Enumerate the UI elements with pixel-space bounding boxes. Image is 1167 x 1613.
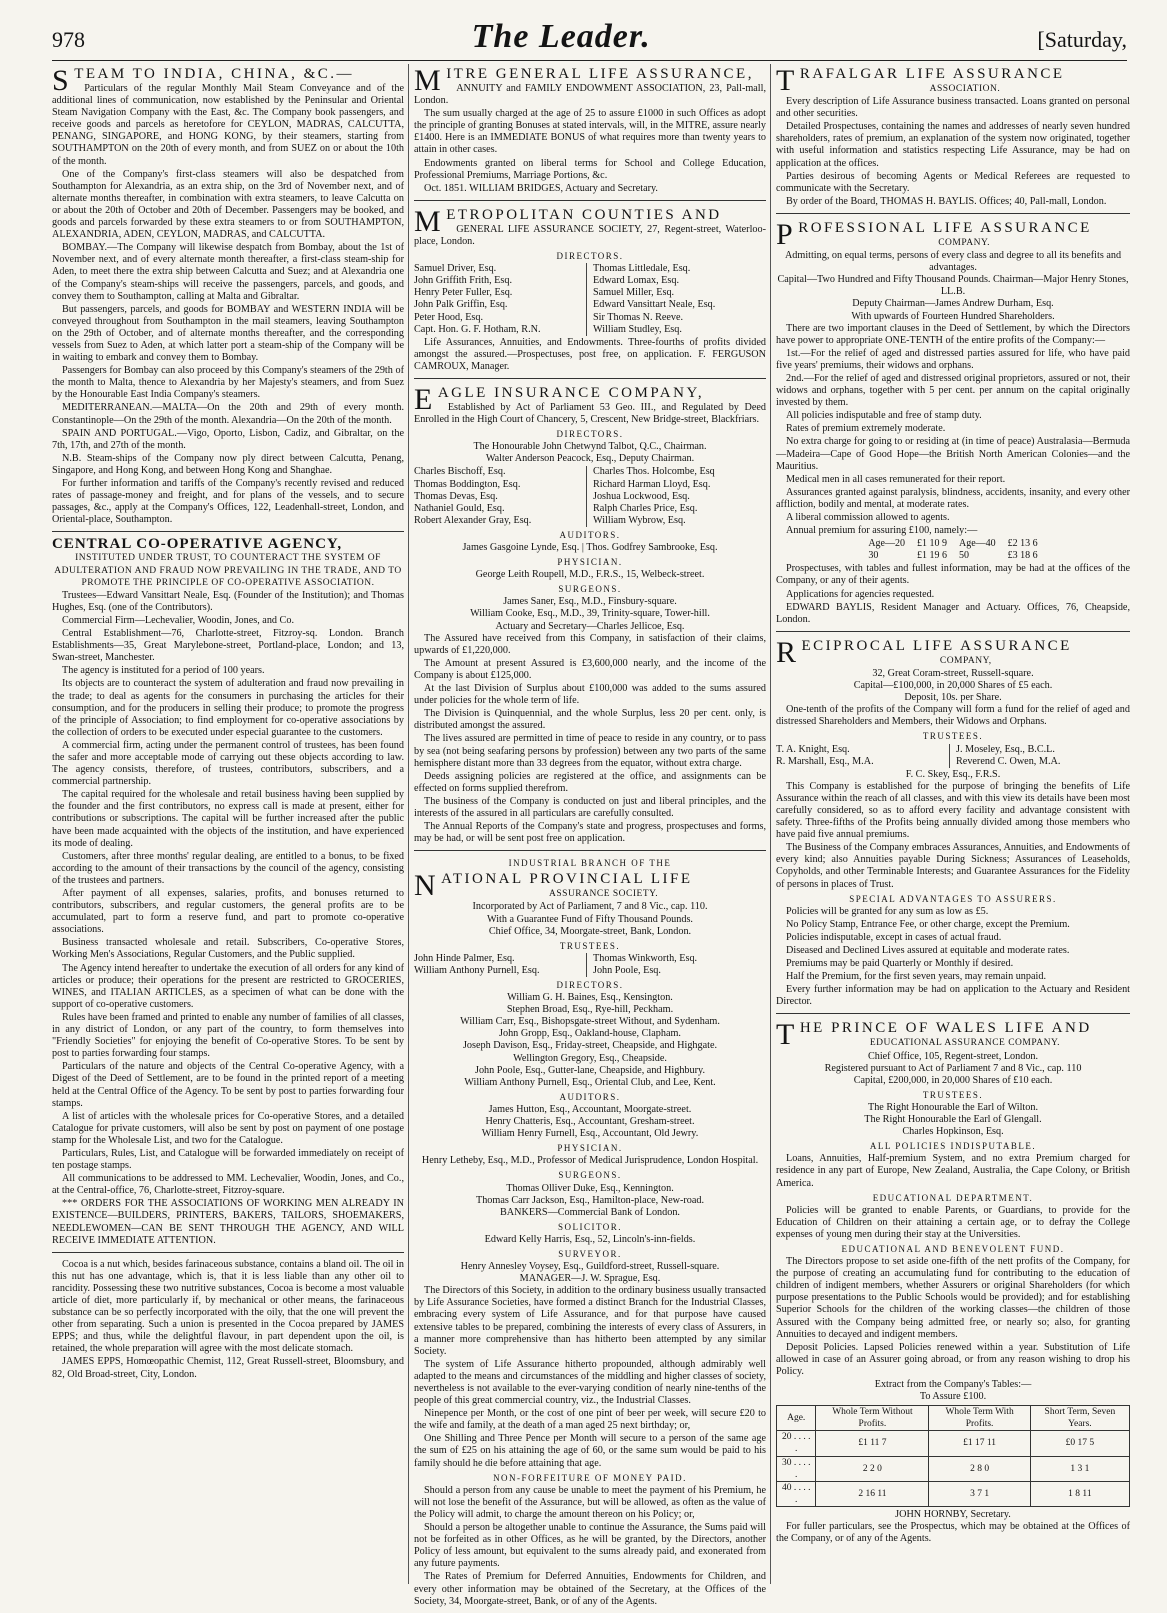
text-line: Capital—Two Hundred and Fifty Thousand Pounds. Chairman—Major Henry Stones, LL.B. <box>777 274 1129 298</box>
text-line: Capt. Hon. G. F. Hotham, R.N. <box>414 324 587 336</box>
advert-subheading: COMPANY. <box>938 237 990 248</box>
text-line: Thomas Carr Jackson, Esq., Hamilton-place, New-road. <box>475 1194 705 1206</box>
advert-intro <box>776 1051 1130 1087</box>
column-rule <box>408 64 409 1584</box>
advert-heading: TRAFALGAR LIFE ASSURANCE <box>776 64 1065 97</box>
text-line: Particulars of the regular Monthly Mail Steam Conveyance and of the additional lines of communication, now established by the Peninsular and Oriental Steam Navigation Company with the East, &c. The Company book passengers, and receive goods and parcels as heretofore for CEYLON, MADRAS, CALCUTTA, PENANG, SINGAPORE, and HONG KONG, by their steamers, starting from SOUTHAMPTON on the 20th of every month, and from SUEZ on or about the 10th of the month. <box>52 83 404 167</box>
text-line: Edward Lomax, Esq. <box>593 275 680 287</box>
text-line: Edward Vansittart Neale, Esq. <box>593 299 716 311</box>
column-header: Whole Term With Profits. <box>929 1406 1030 1431</box>
advert-subheading: ASSURANCE SOCIETY. <box>549 889 659 900</box>
text-line: The Assured have received from this Company, in satisfaction of their claims, upwards of £1,220,000. <box>414 632 766 656</box>
text-line: The Amount at present Assured is £3,600,000 nearly, and the income of the Company is about £125,000. <box>414 657 766 681</box>
prince-of-wales-advert <box>776 1020 1130 1550</box>
rate-cell: £1 19 6 <box>917 550 947 562</box>
advert-subheading: COMPANY, <box>939 655 992 666</box>
directors-list <box>414 466 766 526</box>
text-line: Should a person from any cause be unable to meet the payment of his Premium, he will not lose the benefit of the Assurance, but will be allowed, as often as the value of the Policy will admit, to charge the amount thereon on his Policy; or, <box>414 1484 766 1520</box>
advert-subheading: EDUCATIONAL ASSURANCE COMPANY. <box>869 1038 1060 1049</box>
text-line: Charles Hopkinson, Esq. <box>902 1126 1004 1138</box>
table-cell: 2 8 0 <box>929 1456 1030 1481</box>
advert-body <box>776 323 1130 538</box>
column-rule <box>770 64 771 1584</box>
text-line: Samuel Miller, Esq. <box>593 287 675 299</box>
section-label: SURGEONS. <box>558 1170 622 1181</box>
text-line: Endowments granted on liberal terms for School and College Education, Professional Premiums, Marriage Portions, &c. <box>414 157 766 181</box>
advert-intro <box>414 901 766 937</box>
table-row <box>777 1481 1130 1506</box>
text-line: James Saner, Esq., M.D., Finsbury-square. <box>503 596 677 608</box>
section-label: TRUSTEES. <box>559 940 621 951</box>
section-label: DIRECTORS. <box>556 429 624 440</box>
text-line: Passengers for Bombay can also proceed by this Company's steamers of the 29th of the month to Malta, thence to Alexandria by her Majesty's steamers, and from Suez by the Honourable East India Company's steamers. <box>52 365 404 401</box>
auditors: James Gasgoine Lynde, Esq. | Thos. Godfrey Sambrooke, Esq. <box>462 542 718 553</box>
text-line: J. Moseley, Esq., B.C.L. <box>956 743 1055 755</box>
text-line: No Policy Stamp, Entrance Fee, or other charge, except the Premium. <box>786 918 1070 930</box>
text-line: BOMBAY.—The Company will likewise despatch from Bombay, about the 1st of November next, and of every alternate month thereafter, a first-class steam-ship for Aden, to meet there the extra ship between Calcutta and Suez; and at Alexandria one of the Company's steam-ships will receive the passengers, parcels, and goods, and convey them to Southampton, calling at Malta and Gibraltar. <box>52 242 404 302</box>
advert-heading: CENTRAL CO-OPERATIVE AGENCY, <box>52 536 343 553</box>
table-cell: £1 11 7 <box>816 1431 929 1456</box>
text-line: Chief Office, 105, Regent-street, London. <box>867 1050 1039 1062</box>
text-line: Policies indisputable, except in cases of actual fraud. <box>786 931 1002 943</box>
text-line: This Company is established for the purpose of bringing the benefits of Life Assurance within the reach of all classes, and with this view its details have been most carefully considered, so as to afford every facility and advantage consistent with safety. Three-fifths of the Profits being annually divided among those members who have paid five annual premiums. <box>776 780 1130 841</box>
text-line: John Poole, Esq., Gutter-lane, Cheapside, and Highbury. <box>474 1064 705 1076</box>
text-line: James Hutton, Esq., Accountant, Moorgate-street. <box>488 1103 692 1115</box>
secretary-signature: JOHN HORNBY, Secretary. <box>895 1508 1011 1520</box>
text-line: Thomas Devas, Esq. <box>414 491 587 503</box>
text-line: JAMES EPPS, Homœopathic Chemist, 112, Great Russell-street, Bloomsbury, and 82, Old Broad-street, City, London. <box>52 1356 404 1380</box>
advert-intro: Established by Act of Parliament 53 Geo. III., and Regulated by Deed Enrolled in the High Court of Chancery, 5, Crescent, New Bridge-street, Blackfriars. <box>414 401 766 426</box>
text-line: Diseased and Declined Lives assured at equitable and moderate rates. <box>786 945 1070 956</box>
advert-body <box>776 1256 1130 1378</box>
actuary: Actuary and Secretary—Charles Jellicoe, Esq. <box>495 620 685 632</box>
text-line: The Directors propose to set aside one-fifth of the nett profits of the Company, for the purpose of creating an accumulating fund for contributing to the education of children of indigent members, whether Assurers or original Shareholders (for which purpose presentations to the Public Schools would be provided); and for establishing Superior Schools for the children of the working classes—the children of those Assured with the Company being admitted free, or nearly so; also, for granting Annuities to decayed and indigent members. <box>776 1256 1130 1340</box>
national-provincial-advert <box>414 857 766 1612</box>
section-label: TRUSTEES. <box>922 1089 984 1100</box>
text-line: All communications to be addressed to MM. Lechevalier, Woodin, Jones, and Co., at the Central-office, 76, Charlotte-street, Fitzroy-square. <box>52 1173 404 1197</box>
text-line: There are two important clauses in the Deed of Settlement, by which the Directors have power to appropriate ONE-TENTH of the entire profits of the Company:— <box>776 322 1130 346</box>
table-cell: £0 17 5 <box>1030 1431 1129 1456</box>
text-line: At the last Division of Surplus about £100,000 was added to the sums assured under policies for the whole term of life. <box>414 683 766 707</box>
text-line: Registered pursuant to Act of Parliament 7 and 8 Vic., cap. 110 <box>824 1062 1082 1074</box>
section-label: SURGEONS. <box>558 584 622 595</box>
text-line: The Rates of Premium for Deferred Annuities, Endowments for Children, and every other information may be obtained of the Secretary, at the Offices of the Society, 34, Moorgate-street, Bank, or of any of the Agents. <box>414 1571 766 1607</box>
table-row <box>777 1456 1130 1481</box>
text-line: No extra charge for going to or residing at (in time of peace) Australasia—Bermuda—Madeira—Cape of Good Hope—the British North American Colonies—and the Mauritius. <box>776 436 1130 472</box>
trafalgar-advert <box>776 66 1130 214</box>
rate-row <box>862 538 1043 550</box>
text-line: SPAIN AND PORTUGAL.—Vigo, Oporto, Lisbon, Cadiz, and Gibraltar, on the 7th, 17th, and 27th of the month. <box>52 427 404 451</box>
advert-heading: METROPOLITAN COUNTIES AND <box>414 204 722 238</box>
text-line: Deposit, 10s. per Share. <box>904 692 1002 704</box>
text-line: Central Establishment—76, Charlotte-street, Fitzroy-sq. London. Branch Establishments—35, Great Marylebone-street, Portland-place, London; and 13, Swan-street, Manchester. <box>52 628 404 664</box>
surgeons-list <box>414 596 766 620</box>
text-line: But passengers, parcels, and goods for BOMBAY and WESTERN INDIA will be conveyed throughout from Southampton in the mail steamers, leaving Southampton on the 29th of October, and of alternate months thereafter, and the corresponding vessels from Suez to Aden, at which latter port a steam-ship of the Company will be in waiting to embark and convey them to Bombay. <box>52 303 404 364</box>
cooperative-agency-advert <box>52 538 404 1252</box>
advert-body <box>414 1485 766 1608</box>
advert-subheading: ASSOCIATION. <box>929 84 1001 94</box>
text-line: The Business of the Company embraces Assurances, Annuities, and Endowments of every kind; also Annuities payable During Sickness; Assurances of Leaseholds, Copyholds, and other Terminable Interests; and Guarantee Assurances for the Fidelity of persons in places of Trust. <box>776 842 1130 890</box>
eagle-advert <box>414 382 766 851</box>
section-label: SURVEYOR. <box>558 1248 622 1259</box>
text-line: Assurances granted against paralysis, blindness, accidents, insanity, and every other affliction, bodily and mental, at moderate rates. <box>776 486 1130 510</box>
text-line: Medical men in all cases remunerated for their report. <box>786 473 1006 485</box>
text-line: Policies will be granted for any sum as low as £5. <box>786 905 989 917</box>
advert-heading: PROFESSIONAL LIFE ASSURANCE <box>776 217 1092 251</box>
text-line: *** ORDERS FOR THE ASSOCIATIONS OF WORKING MEN ALREADY IN EXISTENCE—BUILDERS, PRINTERS, BAKERS, TAILORS, SHOEMAKERS, NEEDLEWOMEN—CAN BE SENT THROUGH THE AGENCY, AND WILL RECEIVE IMMEDIATE ATTENTION. <box>52 1198 404 1246</box>
text-line: Its objects are to counteract the system of adulteration and fraud now prevailing in the trade; to deal as agents for the consumers in purchasing the articles for their consumption, and for the producers in selling their produce; to promote the progress of the principle of Association; to find employment for co-operative associations by the collection of orders to be executed under especial guarantee to the customers. <box>52 678 404 738</box>
text-line: Annual premium for assuring £100, namely:— <box>786 525 978 537</box>
text-line: The Right Honourable the Earl of Wilton. <box>867 1101 1038 1113</box>
text-line: Thomas Olliver Duke, Esq., Kennington. <box>506 1182 674 1194</box>
text-line: T. A. Knight, Esq. <box>776 744 950 756</box>
text-line: With upwards of Fourteen Hundred Shareholders. <box>851 310 1055 322</box>
text-line: Deeds assigning policies are registered at the office, and assignments can be effected on forms supplied therefrom. <box>414 770 766 794</box>
column-3 <box>776 64 1130 1584</box>
advert-body <box>52 1259 404 1381</box>
table-intro: Extract from the Company's Tables:— <box>874 1379 1032 1390</box>
text-line: MEDITERRANEAN.—MALTA—On the 20th and 29th of every month. Constantinople—On the 29th of the month. Alexandria—On the 20th of the month. <box>52 402 404 426</box>
table-row <box>777 1431 1130 1456</box>
section-label: NON-FORFEITURE OF MONEY PAID. <box>493 1472 687 1483</box>
text-line: John Griffith Frith, Esq. <box>414 275 587 287</box>
rate-cell: Age—40 <box>959 538 996 550</box>
text-line: Peter Hood, Esq. <box>414 312 587 324</box>
rate-row <box>862 550 1043 562</box>
text-line: Wellington Gregory, Esq., Cheapside. <box>513 1052 667 1064</box>
table-cell: 20 . . . . . <box>777 1431 816 1456</box>
text-line: William Henry Furnell, Esq., Accountant, Old Jewry. <box>481 1128 699 1140</box>
text-line: The business of the Company is conducted on just and liberal principles, and the interests of the assured in all particulars are carefully consulted. <box>414 795 766 819</box>
section-label: SPECIAL ADVANTAGES TO ASSURERS. <box>849 893 1057 904</box>
reciprocal-advert <box>776 635 1130 1015</box>
text-line: Ninepence per Month, or the cost of one pint of beer per week, will secure £20 to the wife and family, at the death of a man aged 25 next birthday; or, <box>414 1408 766 1432</box>
rate-cell: £1 10 9 <box>917 538 947 550</box>
text-line: The lives assured are permitted in time of peace to reside in any country, or to pass by sea (not being seafaring persons by profession) between any two parts of the same hemisphere distant more than 33 degrees from the equator, without extra charge. <box>414 733 766 769</box>
section-label: EDUCATIONAL AND BENEVOLENT FUND. <box>841 1243 1065 1254</box>
text-line: Every description of Life Assurance business transacted. Loans granted on personal and other securities. <box>776 96 1130 120</box>
cocoa-advert <box>52 1259 404 1386</box>
trustees-list <box>776 1102 1130 1138</box>
text-line: Deputy Chairman—James Andrew Durham, Esq. <box>852 298 1054 310</box>
text-line: Business transacted wholesale and retail. Subscribers, Co-operative Stores, Working Men's Associations, Regular Customers, and the Public supplied. <box>52 937 404 961</box>
advert-body <box>776 781 1130 891</box>
table-caption: To Assure £100. <box>919 1391 987 1403</box>
metropolitan-advert <box>414 204 766 379</box>
text-line: For further information and tariffs of the Company's recently revised and reduced rates of passage-money and freight, and for plans of the vessels, and to secure passages, &c., apply at the Company's Offices, 122, Leadenhall-street, London, and Oriental-place, Southampton. <box>52 478 404 526</box>
rate-cell: £3 18 6 <box>1007 550 1038 562</box>
text-line: The agency is instituted for a period of 100 years. <box>62 665 265 677</box>
advert-heading: EAGLE INSURANCE COMPANY, <box>414 382 705 416</box>
text-line: Capital, £200,000, in 20,000 Shares of £10 each. <box>853 1074 1053 1086</box>
text-line: William Anthony Purnell, Esq., Oriental Club, and Lee, Kent. <box>464 1076 716 1088</box>
text-line: Capital—£100,000, in 20,000 Shares of £5 each. <box>853 680 1053 692</box>
directors-list <box>414 992 766 1089</box>
text-line: A commercial firm, acting under the permanent control of trustees, has been found the safer and more acceptable mode of carrying out these objects according to law. The agency consists, therefore, of trustees, contributors, subscribers, and a commercial partnership. <box>52 739 404 788</box>
text-line: 1st.—For the relief of aged and distressed parties assured for life, who have paid five years' premiums, their widows and orphans. <box>776 347 1130 371</box>
text-line: Stephen Broad, Esq., Rye-hill, Peckham. <box>506 1004 674 1016</box>
table-cell: 40 . . . . . <box>777 1481 816 1506</box>
text-line: Premiums may be paid Quarterly or Monthly if desired. <box>786 958 1014 970</box>
section-label: EDUCATIONAL DEPARTMENT. <box>872 1192 1034 1203</box>
text-line: By order of the Board, THOMAS H. BAYLIS. Offices; 40, Pall-mall, London. <box>786 195 1107 207</box>
text-line: With a Guarantee Fund of Fifty Thousand Pounds. <box>487 913 693 925</box>
section-label: SOLICITOR. <box>557 1221 623 1232</box>
text-line: Incorporated by Act of Parliament, 7 and 8 Vic., cap. 110. <box>472 901 708 913</box>
text-line: Richard Harman Lloyd, Esq. <box>593 478 711 490</box>
text-line: One of the Company's first-class steamers will also be despatched from Southampton for Alexandria, as an extra ship, on the 3rd of November next, and of alternate months thereafter, in combination with extra steamers, to leave Calcutta on or about the 20th of October and 20th of December. Passengers may be booked, and goods and parcels forwarded by these extra steamers to or from SOUTHAMPTON, ALEXANDRIA, ADEN, CEYLON, MADRAS, and CALCUTTA. <box>52 168 404 241</box>
text-line: Samuel Driver, Esq. <box>414 263 587 275</box>
text-line: John Hinde Palmer, Esq. <box>414 953 587 965</box>
advert-heading: RECIPROCAL LIFE ASSURANCE <box>776 635 1072 669</box>
trustees-list <box>414 953 766 977</box>
section-label: DIRECTORS. <box>556 980 624 990</box>
column-header: Short Term, Seven Years. <box>1030 1406 1129 1431</box>
text-line: Charles Thos. Holcombe, Esq <box>593 466 715 478</box>
table-cell: 30 . . . . . <box>777 1456 816 1481</box>
trustees-list <box>776 744 1130 768</box>
advert-intro <box>776 668 1130 704</box>
text-line: 32, Great Coram-street, Russell-square. <box>872 667 1034 679</box>
section-label: PHYSICIAN. <box>557 1143 623 1154</box>
column-1 <box>52 64 404 1584</box>
text-line: After payment of all expenses, salaries, profits, and bonuses returned to contributors, subscribers, and regular customers, the general profits are to be accumulated, part to form a reserve fund, and part to promote co-operative associations. <box>52 888 404 936</box>
directors-list <box>414 263 766 336</box>
text-line: The Directors of this Society, in addition to the ordinary business usually transacted by Life Assurance Societies, have formed a distinct Branch for the Industrial Classes, embracing every system of Life Assurance, and for that purpose have caused extensive tables to be prepared, combining the interests of every class of Assurers, in a manner more comprehensive than has hitherto been attempted by any similar Society. <box>414 1285 766 1357</box>
surgeons-list <box>414 1183 766 1207</box>
advert-body <box>414 633 766 846</box>
advert-body <box>776 96 1130 208</box>
table-cell: 2 2 0 <box>816 1456 929 1481</box>
text-line: Detailed Prospectuses, containing the names and addresses of nearly seven hundred shareholders, rates of premium, an explanation of the system now originated, together with useful information and statistics respecting Life Assurance, may be had on application at the offices. <box>776 121 1130 169</box>
text-line: One Shilling and Three Pence per Month will secure to a person of the same age the sum of £25 on his attaining the age of 60, or the same sum would be paid to his family should he die before attaining that age. <box>414 1433 766 1469</box>
premium-rates-table <box>862 538 1043 562</box>
text-line: Thomas Winkworth, Esq. <box>593 952 698 964</box>
text-line: Henry Chatteris, Esq., Accountant, Gresham-street. <box>485 1116 695 1128</box>
text-line: Customers, after three months' regular dealing, are entitled to a bonus, to be fixed according to the amount of their transactions by the council of the agency, consisting of the trustees and partners. <box>52 850 404 886</box>
issue-day: [Saturday, <box>1037 27 1127 52</box>
text-line: Henry Peter Fuller, Esq. <box>414 287 587 299</box>
text-line: William G. H. Baines, Esq., Kensington. <box>507 992 673 1004</box>
text-line: Chief Office, 34, Moorgate-street, Bank, London. <box>488 925 692 937</box>
text-line: Admitting, on equal terms, persons of every class and degree to all its benefits and advantages. <box>784 250 1122 274</box>
text-line: William Anthony Purnell, Esq. <box>414 965 587 977</box>
text-line: N.B. Steam-ships of the Company now ply direct between Calcutta, Penang, Singapore, and Hong Kong, and between Hong Kong and Shanghae. <box>52 452 404 476</box>
text-line: Sir Thomas N. Reeve. <box>593 311 684 323</box>
column-2 <box>414 64 766 1607</box>
text-line: The sum usually charged at the age of 25 to assure £1000 in such Offices as adopt the principle of granting Bonuses at stated intervals, will, in the MITRE, assure nearly £1400. Here is an IMMEDIATE BONUS of what requires more than twenty years to attain in other cases. <box>414 108 766 156</box>
section-label: DIRECTORS. <box>556 251 624 262</box>
table-cell: £1 17 11 <box>929 1431 1030 1456</box>
column-header: Age. <box>777 1406 816 1431</box>
chairman: The Honourable John Chetwynd Talbot, Q.C., Chairman. <box>473 441 707 453</box>
text-line: Particulars of the nature and objects of the Central Co-operative Agency, with a Digest of the Deed of Settlement, are to be found in the printed report of a meeting held at the Central Office of the Agency. To be sent by post to parties forwarding four stamps. <box>52 1061 404 1109</box>
text-line: The Annual Reports of the Company's state and progress, prospectuses and forms, may be had, or will be sent post free on application. <box>414 821 766 845</box>
text-line: The Agency intend hereafter to undertake the execution of all orders for any kind of articles or produce; their operations for the present are restricted to GROCERIES, WINES, and ITALIAN ARTICLES, as a specimen of what can be done with the support of co-operative customers. <box>52 962 404 1010</box>
advert-intro: GENERAL LIFE ASSURANCE SOCIETY, 27, Regent-street, Waterloo-place, London. <box>414 223 766 247</box>
advert-body: One-tenth of the profits of the Company will form a fund for the relief of aged and distressed Shareholders and Members, their Widows and Orphans. <box>776 704 1130 728</box>
text-line: All policies indisputable and free of stamp duty. <box>786 410 982 422</box>
advert-footnote: For fuller particulars, see the Prospectus, which may be obtained at the Offices of the Company, or of any of the Agents. <box>776 1521 1130 1545</box>
advert-subheading: INSTITUTED UNDER TRUST, TO COUNTERACT THE SYSTEM OF ADULTERATION AND FRAUD NOW PREVAILING IN THE TRADE, AND TO PROMOTE THE PRINCIPLE OF CO-OPERATIVE ASSOCIATION. <box>54 553 402 588</box>
text-line: Oct. 1851. WILLIAM BRIDGES, Actuary and Secretary. <box>424 182 658 194</box>
text-line: Nathaniel Gould, Esq. <box>414 503 587 515</box>
text-line: Robert Alexander Gray, Esq. <box>414 515 587 527</box>
manager: MANAGER—J. W. Sprague, Esq. <box>519 1273 661 1285</box>
text-line: William Carr, Esq., Bishopsgate-street Without, and Sydenham. <box>460 1016 720 1028</box>
mitre-advert <box>414 66 766 201</box>
professional-life-advert <box>776 217 1130 632</box>
rate-cell: Age—20 <box>868 538 905 550</box>
section-label: AUDITORS. <box>559 529 621 540</box>
text-line: John Palk Griffin, Esq. <box>414 299 587 311</box>
advert-heading: THE PRINCE OF WALES LIFE AND <box>776 1018 1092 1052</box>
text-line: John Poole, Esq. <box>593 964 661 976</box>
advert-body <box>776 563 1130 625</box>
advert-intro <box>776 250 1130 323</box>
text-line: John Gropp, Esq., Oakland-house, Clapham. <box>499 1028 681 1040</box>
text-line: Rates of premium extremely moderate. <box>786 423 946 435</box>
text-line: Parties desirous of becoming Agents or Medical Referees are requested to communicate with the Secretary. <box>776 170 1130 194</box>
text-line: Ralph Charles Price, Esq. <box>593 502 698 514</box>
bankers: BANKERS—Commercial Bank of London. <box>500 1206 680 1218</box>
advert-heading: NATIONAL PROVINCIAL LIFE <box>414 869 693 903</box>
text-line: Half the Premium, for the first seven years, may remain unpaid. <box>786 971 1046 983</box>
text-line: Cocoa is a nut which, besides farinaceous substance, contains a bland oil. The oil in this nut has one advantage, which is, that it is less liable than any other oil to rancidity. Possessing these two nutritive substances, Cocoa is become a most valuable article of diet, more particularly if, by mechanical or other means, the farinaceous substance can be so perfectly incorporated with the oily, that the one will prevent the other from separating. Such a union is presented in the Cocoa prepared by JAMES EPPS; and thus, while the delightful flavour, in part dependent upon the oil, is retained, the whole preparation will agree with the most delicate stomach. <box>52 1258 404 1355</box>
text-line: The Right Honourable the Earl of Glengall. <box>864 1114 1042 1126</box>
section-label: TRUSTEES. <box>922 731 984 742</box>
text-line: EDWARD BAYLIS, Resident Manager and Actuary. Offices, 76, Cheapside, London. <box>776 601 1130 625</box>
physician: Henry Letheby, Esq., M.D., Professor of Medical Jurisprudence, London Hospital. <box>421 1155 759 1167</box>
table-cell: 3 7 1 <box>929 1481 1030 1506</box>
physician: George Leith Roupell, M.D., F.R.S., 15, Welbeck-street. <box>475 569 705 581</box>
text-line: William Wybrow, Esq. <box>593 514 686 526</box>
advert-pre-heading: INDUSTRIAL BRANCH OF THE <box>508 858 672 869</box>
text-line: Joshua Lockwood, Esq. <box>593 490 690 502</box>
text-line: Charles Bischoff, Esq. <box>414 466 587 478</box>
deputy-chairman: Walter Anderson Peacock, Esq., Deputy Chairman. <box>485 453 695 465</box>
advert-body <box>776 906 1130 1009</box>
table-cell: 1 8 11 <box>1030 1481 1129 1506</box>
paper-title: The Leader. <box>471 18 651 55</box>
steam-india-advert <box>52 66 404 532</box>
text-line: The capital required for the wholesale and retail business having been supplied by the founder and the first contributors, no express call is made at present, either for contributions or subscriptions. The capital will be further increased after the public have been made acquainted with the objects of the institution, and have experienced its mode of dealing. <box>52 789 404 849</box>
rate-cell: 50 <box>959 550 969 562</box>
text-line: William Cooke, Esq., M.D., 39, Trinity-square, Tower-hill. <box>470 608 710 620</box>
text-line: Deposit Policies. Lapsed Policies renewed within a year. Substitution of Life allowed in case of an Assurer going abroad, or from any reason wishing to drop his Policy. <box>776 1341 1130 1377</box>
text-line: R. Marshall, Esq., M.A. <box>776 756 950 768</box>
text-line: Trustees—Edward Vansittart Neale, Esq. (Founder of the Institution); and Thomas Hughes, Esq. (one of the Contributors). <box>52 589 404 613</box>
text-line: Joseph Davison, Esq., Friday-street, Cheapside, and Highgate. <box>462 1040 718 1052</box>
text-line: Applications for agencies requested. <box>786 588 935 600</box>
rate-cell: 30 <box>868 550 879 562</box>
advert-heading: STEAM TO INDIA, CHINA, &C.— <box>52 64 355 97</box>
advert-body: Loans, Annuities, Half-premium System, and no extra Premium charged for residence in any part of Europe, New Zealand, Australia, the Cape Colony, or British America. <box>776 1153 1130 1189</box>
page-number: 978 <box>52 27 85 52</box>
column-header: Whole Term Without Profits. <box>816 1406 929 1431</box>
section-label: AUDITORS. <box>559 1091 621 1102</box>
advert-body <box>52 590 404 1247</box>
text-line: Every further information may be had on application to the Actuary and Resident Director. <box>776 984 1130 1008</box>
section-label: PHYSICIAN. <box>557 557 623 568</box>
advert-body <box>414 83 766 195</box>
surveyor: Henry Annesley Voysey, Esq., Guildford-street, Russell-square. <box>460 1261 720 1273</box>
text-line: A liberal commission allowed to agents. <box>786 512 950 523</box>
text-line: Commercial Firm—Lechevalier, Woodin, Jones, and Co. <box>62 614 294 626</box>
text-line: A list of articles with the wholesale prices for Co-operative Stores, and a detailed Catalogue for private customers, will also be sent by post on payment of one postage stamp for the Wholesale List, and two for the Catalogue. <box>52 1110 404 1146</box>
advert-body <box>414 1285 766 1469</box>
text-line: Particulars, Rules, List, and Catalogue will be forwarded immediately on receipt of ten postage stamps. <box>52 1147 404 1172</box>
table-cell: 2 16 11 <box>816 1481 929 1506</box>
text-line: Prospectuses, with tables and fullest information, may be had at the offices of the Company, or any of their agents. <box>776 563 1130 587</box>
text-line: Thomas Boddington, Esq. <box>414 479 587 491</box>
text-line: Rules have been framed and printed to enable any number of families of all classes, in any district of London, or any part of the country, to form themselves into "Friendly Societies" for enjoying the benefit of Co-operative Stores. To be sent by post to parties forwarding four stamps. <box>52 1011 404 1060</box>
advert-body: Life Assurances, Annuities, and Endowments. Three-fourths of profits divided amongst the assured.—Prospectuses, post free, on application. F. FERGUSON CAMROUX, Manager. <box>414 336 766 372</box>
advert-body: Policies will be granted to enable Parents, or Guardians, to provide for the Education of Children on their attaining a certain age, or to defray the College expenses of young men during their stay at the Universities. <box>776 1204 1130 1240</box>
text-line: The Division is Quinquennial, and the whole Surplus, less 20 per cent. only, is distributed amongst the assured. <box>414 708 766 732</box>
text-line: Should a person be altogether unable to continue the Assurance, the Sums paid will not be forfeited as in other Offices, as he will be granted, by the Directors, another Policy of less amount, but equivalent to the sums already paid, and exonerated from any future payments. <box>414 1522 766 1570</box>
text-line: 2nd.—For the relief of aged and distressed original proprietors, assured or not, their widows and orphans, together with 5 per cent. per annum on the capital originally invested by them. <box>776 372 1130 409</box>
masthead <box>52 18 1127 61</box>
auditors-list <box>414 1104 766 1140</box>
advert-body <box>52 83 404 526</box>
rates-table <box>776 1405 1130 1507</box>
text-line: The system of Life Assurance hitherto propounded, although admirably well adapted to the means and circumstances of the middling and higher classes of society, nevertheless is not available to the ever-varying condition of nearly nine-tenths of the people of this great commercial country, viz., the Industrial Classes. <box>414 1358 766 1407</box>
rate-cell: £2 13 6 <box>1007 538 1038 550</box>
section-label: ALL POLICIES INDISPUTABLE. <box>869 1141 1037 1152</box>
table-cell: 1 3 1 <box>1030 1456 1129 1481</box>
text-line: William Studley, Esq. <box>593 323 682 335</box>
text-line: Thomas Littledale, Esq. <box>593 263 691 275</box>
advert-heading: MITRE GENERAL LIFE ASSURANCE, <box>414 64 754 97</box>
trustee: F. C. Skey, Esq., F.R.S. <box>905 768 1001 780</box>
text-line: ANNUITY and FAMILY ENDOWMENT ASSOCIATION, 23, Pall-mall, London. <box>414 83 766 107</box>
text-line: Reverend C. Owen, M.A. <box>956 755 1061 767</box>
solicitor: Edward Kelly Harris, Esq., 52, Lincoln's-inn-fields. <box>484 1233 696 1245</box>
